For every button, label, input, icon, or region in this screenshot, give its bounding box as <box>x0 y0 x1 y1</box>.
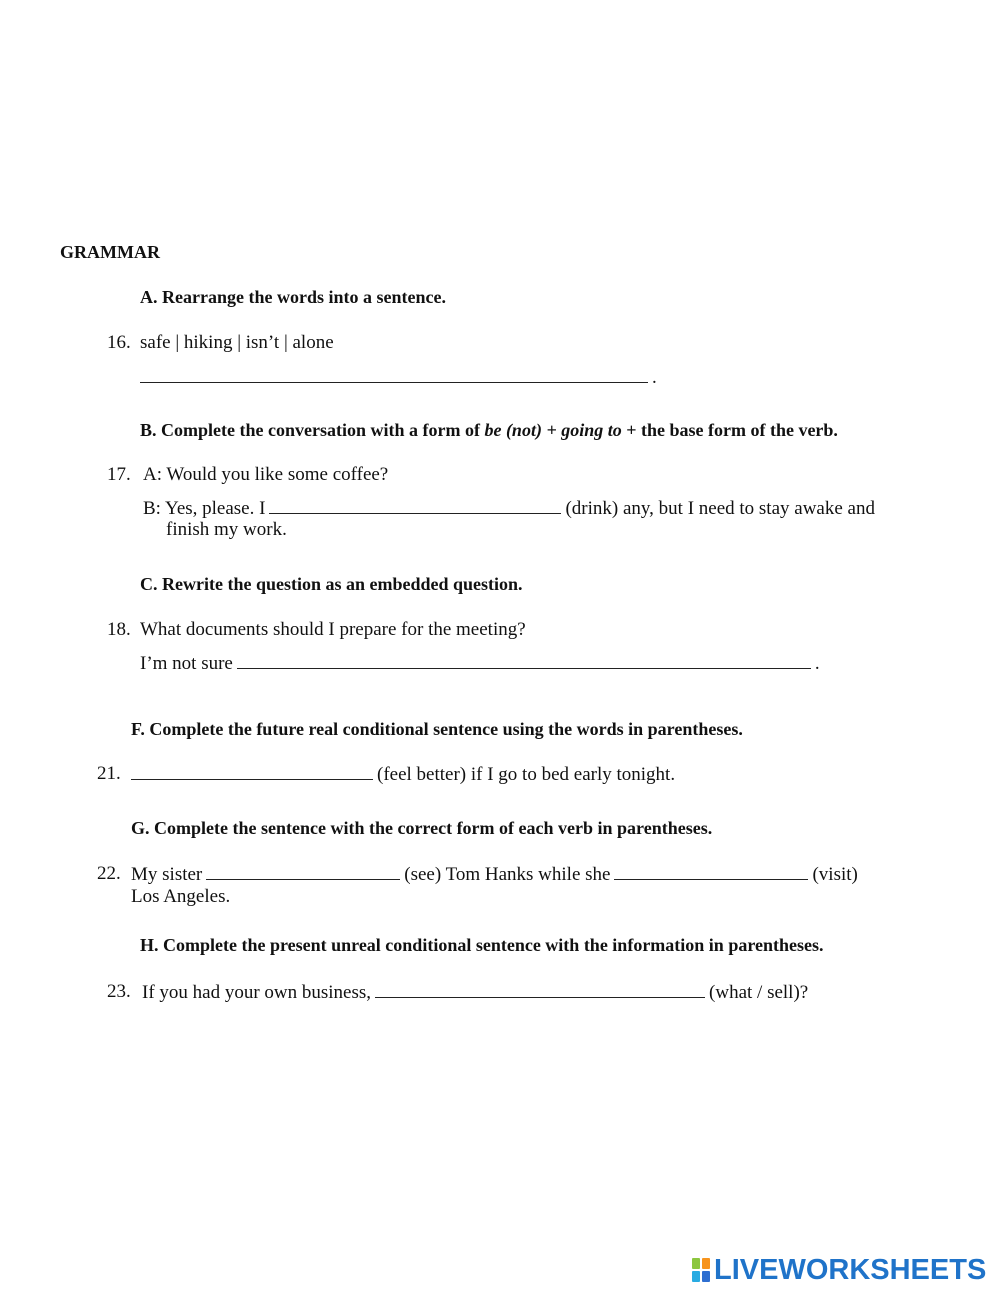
question-16-answer-row <box>140 366 657 389</box>
question-17-line-b-continued: finish my work. <box>166 519 287 540</box>
logo-tile-icon <box>702 1271 710 1282</box>
question-17-line-b <box>143 497 875 520</box>
question-22-answer-blank-1[interactable] <box>206 863 400 880</box>
section-b-heading-italic: be (not) + going to <box>484 420 622 440</box>
question-21-row <box>131 763 675 786</box>
question-17-line-a: A: Would you like some coffee? <box>143 464 389 485</box>
section-g-heading: G. Complete the sentence with the correct form of each verb in parentheses. <box>131 818 713 838</box>
question-23-row <box>142 981 808 1004</box>
section-b-heading <box>140 420 838 441</box>
section-c-heading: C. Rewrite the question as an embedded question. <box>140 574 523 594</box>
question-18-question: What documents should I prepare for the meeting? <box>140 619 526 640</box>
question-16-answer-blank[interactable] <box>140 366 648 383</box>
question-18-number: 18. <box>107 619 131 640</box>
question-18-period: . <box>814 653 820 674</box>
question-22-hint-2: (visit) <box>812 864 858 885</box>
section-f-heading: F. Complete the future real conditional sentence using the words in parentheses. <box>131 719 743 739</box>
question-17-line-b-hint: (drink) any, but I need to stay awake and <box>565 498 875 519</box>
question-22-hint-1: (see) Tom Hanks while she <box>404 864 611 885</box>
question-21-number: 21. <box>97 763 121 784</box>
question-23-hint: (what / sell)? <box>709 982 809 1003</box>
section-title: GRAMMAR <box>60 242 160 262</box>
question-23-answer-blank[interactable] <box>375 981 705 998</box>
question-18-answer-blank[interactable] <box>237 652 811 669</box>
logo-tile-icon <box>702 1258 710 1269</box>
question-17-number: 17. <box>107 464 131 485</box>
liveworksheets-logo <box>692 1254 986 1286</box>
question-23-number: 23. <box>107 981 131 1002</box>
question-16-number: 16. <box>107 332 131 353</box>
section-h-heading: H. Complete the present unreal conditional sentence with the information in parentheses. <box>140 935 824 955</box>
section-b-heading-start: B. Complete the conversation with a form of <box>140 420 485 440</box>
question-22-answer-blank-2[interactable] <box>614 863 808 880</box>
question-22-continued: Los Angeles. <box>131 886 231 907</box>
question-23-start: If you had your own business, <box>142 982 372 1003</box>
section-b-heading-end: + the base form of the verb. <box>621 420 838 440</box>
section-a-heading: A. Rearrange the words into a sentence. <box>140 287 446 307</box>
logo-tile-icon <box>692 1258 700 1269</box>
logo-mark-icon <box>692 1258 710 1282</box>
question-16-period: . <box>652 367 657 388</box>
question-18-prompt: I’m not sure <box>140 653 233 674</box>
question-17-line-b-start: B: Yes, please. I <box>143 498 266 519</box>
question-18-answer-row <box>140 652 820 675</box>
question-21-hint: (feel better) if I go to bed early tonight. <box>377 764 676 785</box>
question-17-answer-blank[interactable] <box>269 497 561 514</box>
logo-tile-icon <box>692 1271 700 1282</box>
logo-text: LIVEWORKSHEETS <box>714 1253 987 1286</box>
question-22-number: 22. <box>97 863 121 884</box>
question-22-row <box>131 863 858 886</box>
question-22-start: My sister <box>131 864 203 885</box>
question-16-words: safe | hiking | isn’t | alone <box>140 332 334 353</box>
question-21-answer-blank[interactable] <box>131 763 373 780</box>
